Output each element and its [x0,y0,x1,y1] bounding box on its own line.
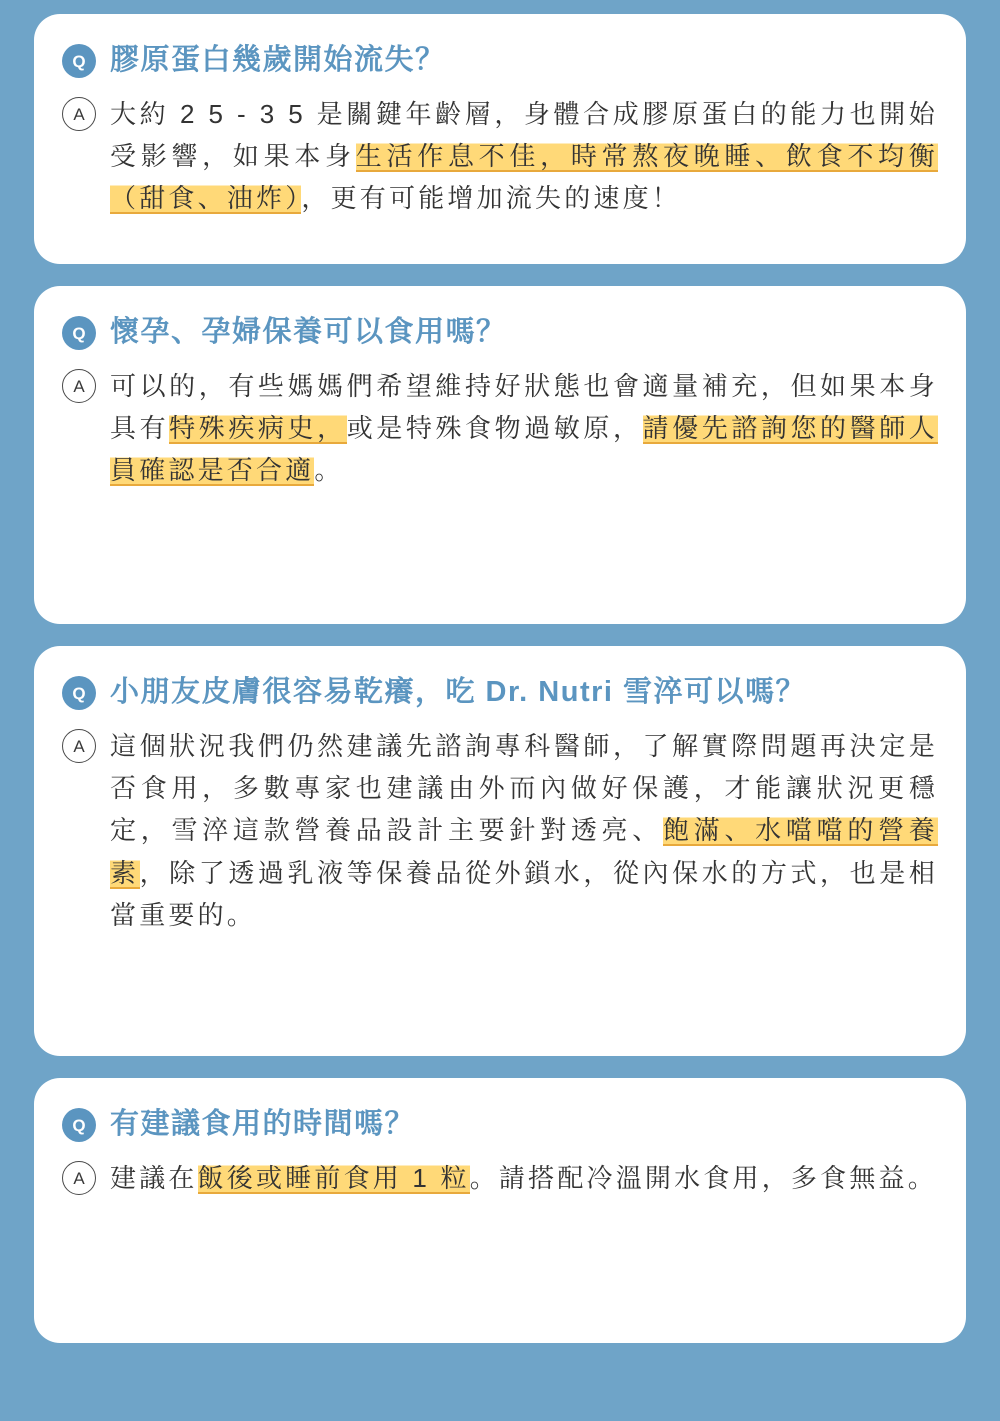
question-text: 懷孕、孕婦保養可以食用嗎？ [110,316,507,348]
answer-segment: 或是特殊食物過敏原， [346,413,643,444]
question-row [62,672,938,713]
faq-card [34,286,966,624]
question-badge-icon: Q [62,316,96,350]
answer-row [62,365,938,491]
answer-badge-icon: A [62,97,96,131]
faq-card [34,1078,966,1343]
answer-segment-highlighted: 飯後或睡前食用 1 粒 [197,1163,470,1194]
answer-badge-icon: A [62,369,96,403]
answer-text [110,1157,937,1199]
answer-row [62,1157,938,1199]
question-text: 有建議食用的時間嗎？ [110,1108,416,1140]
answer-segment: 可以的，有些媽媽們希望維持好狀態也會適量補充，但如果本身具有 [110,371,938,444]
answer-text [110,365,938,491]
question-row [62,312,938,353]
question-row [62,40,938,81]
question-badge-icon: Q [62,1108,96,1142]
answer-row [62,725,938,936]
answer-segment-highlighted: 請優先諮詢您的醫師人員確認是否合適 [110,413,938,486]
question-text: 膠原蛋白幾歲開始流失？ [110,44,446,76]
answer-segment: 大約 2 5 - 3 5 是關鍵年齡層，身體合成膠原蛋白的能力也開始受影響，如果本身 [110,99,938,172]
question-row [62,1104,938,1145]
question-badge-icon: Q [62,44,96,78]
answer-segment-highlighted: 特殊疾病史， [169,413,347,444]
answer-segment: 。 [314,455,344,486]
answer-text [110,93,938,219]
answer-segment: 。請搭配冷溫開水食用，多食無益。 [469,1163,937,1194]
answer-text [110,725,938,936]
answer-segment: 這個狀況我們仍然建議先諮詢專科醫師，了解實際問題再決定是否食用，多數專家也建議由外而內做好保護，才能讓狀況更穩定，雪淬這款營養品設計主要針對透亮、 [110,731,938,846]
answer-row [62,93,938,219]
answer-badge-icon: A [62,1161,96,1195]
answer-segment: ，除了透過乳液等保養品從外鎖水，從內保水的方式，也是相當重要的。 [110,857,939,930]
faq-card [34,646,966,1056]
answer-segment-highlighted: 生活作息不佳，時常熬夜晚睡、飲食不均衡（甜食、油炸） [110,141,938,214]
answer-segment: ，更有可能增加流失的速度！ [301,183,682,214]
answer-segment-highlighted: 飽滿、水噹噹的營養素 [110,815,938,888]
question-badge-icon: Q [62,676,96,710]
faq-card [34,14,966,264]
answer-badge-icon: A [62,729,96,763]
question-text: 小朋友皮膚很容易乾癢，吃 Dr. Nutri 雪淬可以嗎？ [110,676,807,708]
answer-segment: 建議在 [110,1163,198,1194]
